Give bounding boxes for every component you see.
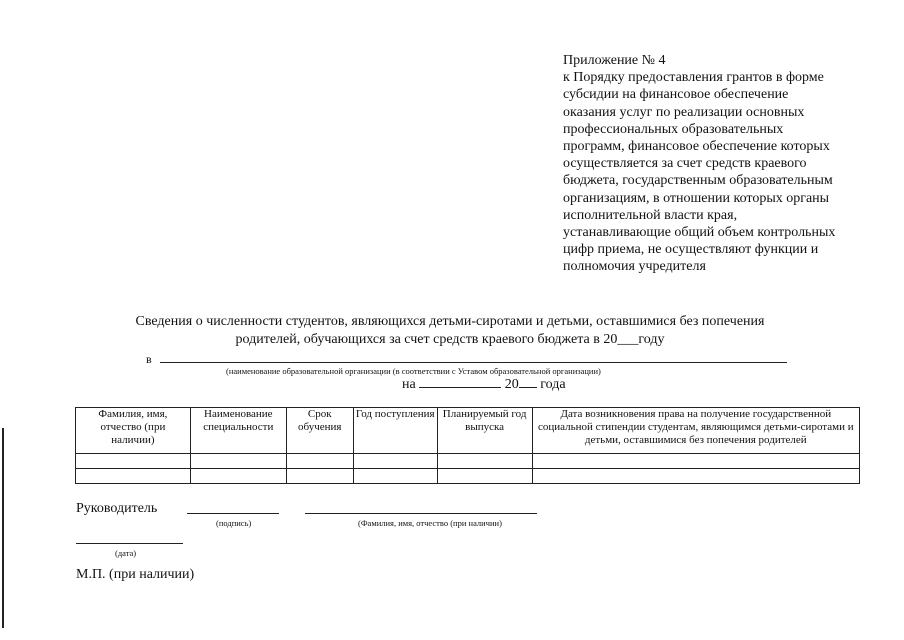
appendix-line: оказания услуг по реализации основных xyxy=(563,104,805,120)
director-name-blank[interactable] xyxy=(305,513,537,514)
stamp-label: М.П. (при наличии) xyxy=(76,567,195,582)
table-cell[interactable] xyxy=(190,454,286,469)
table-cell[interactable] xyxy=(76,454,191,469)
table-cell[interactable] xyxy=(286,469,353,484)
table-row xyxy=(76,469,860,484)
table-header-row xyxy=(76,408,860,454)
table-cell[interactable] xyxy=(353,454,437,469)
document-heading xyxy=(60,313,840,349)
date-row xyxy=(402,377,566,393)
year-blank[interactable] xyxy=(519,386,537,388)
students-table xyxy=(75,407,860,484)
appendix-line: профессиональных образовательных xyxy=(563,121,784,137)
signature-blank[interactable] xyxy=(187,513,279,514)
date-suffix: года xyxy=(540,377,566,392)
date-blank[interactable] xyxy=(419,386,501,388)
table-cell[interactable] xyxy=(286,454,353,469)
appendix-block xyxy=(563,52,893,276)
date-prefix: на xyxy=(402,377,416,392)
director-name-caption: (Фамилия, имя, отчество (при наличии) xyxy=(358,518,502,528)
column-header: Фамилия, имя, отчество (при наличии) xyxy=(76,408,191,454)
table-cell[interactable] xyxy=(532,454,859,469)
date-year-prefix: 20 xyxy=(504,377,519,392)
column-header: Дата возникновения права на получение государственной социальной стипендии студентам, являющимся детьми-сиротами и детьми, оставшимися без попечения родителей xyxy=(532,408,859,454)
appendix-line: субсидии на финансовое обеспечение xyxy=(563,87,789,103)
appendix-line: осуществляется за счет средств краевого xyxy=(563,156,807,172)
table-cell[interactable] xyxy=(437,469,532,484)
appendix-line: устанавливающие общий объем контрольных xyxy=(563,225,836,241)
table-cell[interactable] xyxy=(353,469,437,484)
column-header: Год поступления xyxy=(353,408,437,454)
column-header: Срок обучения xyxy=(286,408,353,454)
table-cell[interactable] xyxy=(76,469,191,484)
heading-line-1: Сведения о численности студентов, являющихся детьми-сиротами и детьми, оставшимися без попечения xyxy=(135,314,765,329)
table-cell[interactable] xyxy=(190,469,286,484)
appendix-line: цифр приема, не осуществляют функции и xyxy=(563,242,819,258)
date-signed-blank[interactable] xyxy=(76,543,183,544)
appendix-line: программ, финансовое обеспечение которых xyxy=(563,139,830,155)
organization-blank[interactable] xyxy=(160,362,787,363)
column-header: Планируемый год выпуска xyxy=(437,408,532,454)
column-header: Наименование специальности xyxy=(190,408,286,454)
appendix-line: бюджета, государственным образовательным xyxy=(563,173,833,189)
table-cell[interactable] xyxy=(437,454,532,469)
page-edge-line xyxy=(2,428,4,628)
appendix-line: Приложение № 4 xyxy=(563,53,666,68)
table-cell[interactable] xyxy=(532,469,859,484)
organization-caption: (наименование образовательной организации (в соответствии с Уставом образовательной организации) xyxy=(226,366,601,376)
date-signed-caption: (дата) xyxy=(115,548,137,558)
appendix-line: организациям, в отношении которых органы xyxy=(563,190,830,206)
organization-prefix: в xyxy=(146,352,152,366)
director-label: Руководитель xyxy=(76,501,158,516)
heading-line-2: родителей, обучающихся за счет средств краевого бюджета в 20___году xyxy=(235,332,665,347)
appendix-line: к Порядку предоставления грантов в форме xyxy=(563,70,824,86)
signature-caption: (подпись) xyxy=(216,518,252,528)
appendix-line: исполнительной власти края, xyxy=(563,207,738,223)
appendix-line: полномочия учредителя xyxy=(563,259,706,275)
table-row xyxy=(76,454,860,469)
